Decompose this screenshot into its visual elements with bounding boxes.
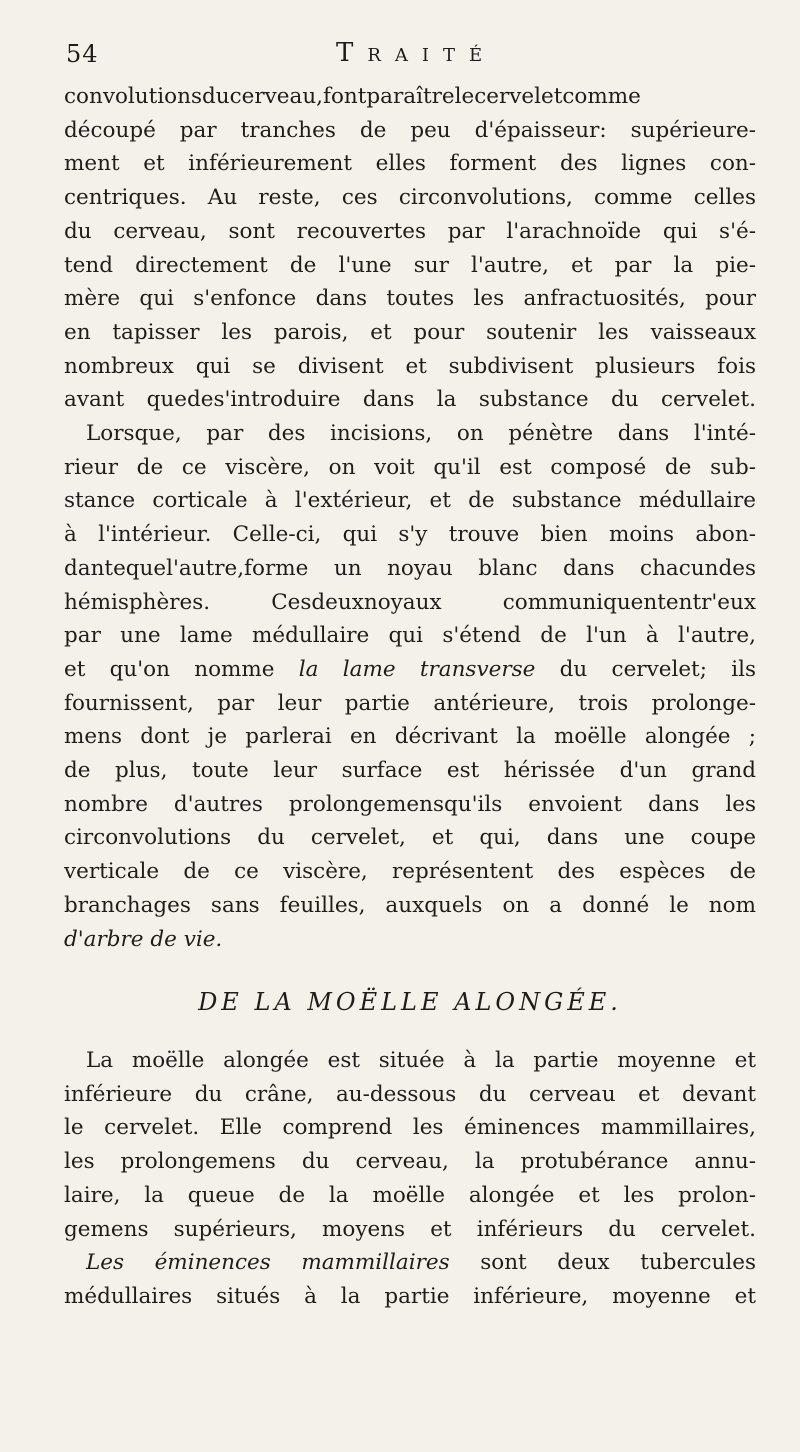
text-line: branchages sans feuilles, auxquels on a donné le nom (64, 892, 756, 918)
text-line: tend directement de l'une sur l'autre, et par la pie- (64, 252, 756, 278)
text-line: laire, la queue de la moëlle alongée et les prolon- (64, 1182, 756, 1208)
text-line: La moëlle alongée est située à la partie moyenne et (86, 1047, 756, 1073)
text-line: fournissent, par leur partie antérieure, trois prolonge- (64, 690, 756, 716)
text-segment: sont deux tubercules (449, 1250, 756, 1276)
text-line: circonvolutions du cervelet, et qui, dans une coupe (64, 825, 756, 851)
page-number: 54 (66, 40, 99, 68)
text-line: stance corticale à l'extérieur, et de substance médullaire (64, 488, 756, 514)
text-segment: du cervelet; ils (535, 656, 756, 682)
running-head: Traité (336, 38, 497, 68)
text-line: hémisphères. Cesdeuxnoyaux communiquententr'eux (64, 589, 756, 615)
text-line: rieur de ce viscère, on voit qu'il est composé de sub- (64, 454, 756, 480)
italic-term: Les éminences mammillaires (86, 1250, 450, 1276)
text-line-with-italic (64, 653, 756, 687)
text-line (64, 923, 756, 957)
text-line: mère qui s'enfonce dans toutes les anfractuosités, pour (64, 286, 756, 312)
text-line: de plus, toute leur surface est hérissée d'un grand (64, 758, 756, 784)
text-line: avant quedes'introduire dans la substance du cervelet. (64, 387, 756, 413)
text-line: découpé par tranches de peu d'épaisseur: supérieure- (64, 117, 756, 143)
text-segment: et qu'on nomme (64, 656, 299, 682)
section-heading: DE LA MOËLLE ALONGÉE. (198, 988, 622, 1017)
page-body (64, 80, 756, 1314)
paragraph-3 (64, 1044, 756, 1246)
paragraph-2 (64, 417, 756, 956)
text-line: à l'intérieur. Celle-ci, qui s'y trouve bien moins abon- (64, 522, 756, 548)
text-line: ment et inférieurement elles forment des lignes con- (64, 151, 756, 177)
text-line: nombreux qui se divisent et subdivisent plusieurs fois (64, 353, 756, 379)
text-line: le cervelet. Elle comprend les éminences mammillaires, (64, 1115, 756, 1141)
italic-term: d'arbre de vie. (64, 926, 223, 952)
text-line: nombre d'autres prolongemensqu'ils envoient dans les (64, 791, 756, 817)
text-line: centriques. Au reste, ces circonvolutions, comme celles (64, 185, 756, 211)
italic-term: la lame transverse (298, 656, 536, 682)
text-line: médullaires situés à la partie inférieure, moyenne et (64, 1283, 756, 1309)
text-line: gemens supérieurs, moyens et inférieurs du cervelet. (64, 1216, 756, 1242)
text-line: dantequel'autre,forme un noyau blanc dans chacundes (64, 555, 756, 581)
text-line: par une lame médullaire qui s'étend de l'un à l'autre, (64, 623, 756, 649)
text-line: du cerveau, sont recouvertes par l'arachnoïde qui s'é- (64, 218, 756, 244)
text-line: en tapisser les parois, et pour soutenir les vaisseaux (64, 319, 756, 345)
page-header (66, 38, 766, 78)
text-line: verticale de ce viscère, représentent des espèces de (64, 859, 756, 885)
text-line: les prolongemens du cerveau, la protubérance annu- (64, 1149, 756, 1175)
paragraph-4 (64, 1246, 756, 1313)
text-line: mens dont je parlerai en décrivant la moëlle alongée ; (64, 724, 756, 750)
text-line: Lorsque, par des incisions, on pénètre dans l'inté- (86, 421, 756, 447)
paragraph-1 (64, 80, 756, 417)
text-line: convolutionsducerveau,fontparaîtrelecerveletcomme (64, 84, 641, 109)
text-line: inférieure du crâne, au-dessous du cerveau et devant (64, 1081, 756, 1107)
text-line-with-italic (64, 1246, 756, 1280)
